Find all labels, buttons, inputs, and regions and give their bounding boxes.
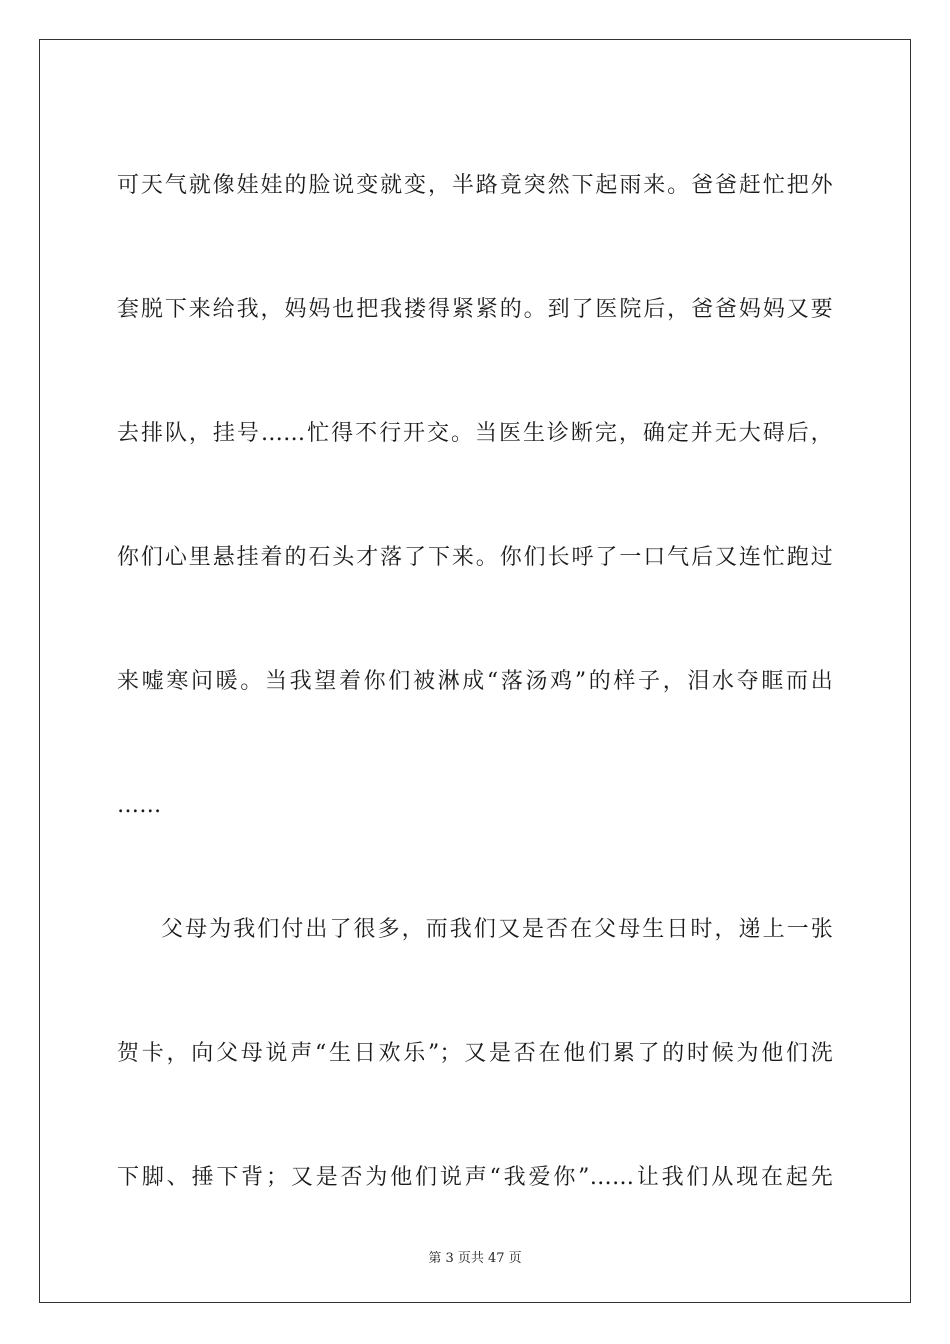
text-line: 去排队，挂号……忙得不行开交。当医生诊断完，确定并无大碍后， [117,421,833,446]
text-line: 可天气就像娃娃的脸说变就变，半路竟突然下起雨来。爸爸赶忙把外 [117,173,833,198]
text-line: 套脱下来给我，妈妈也把我搂得紧紧的。到了医院后，爸爸妈妈又要 [117,297,833,322]
text-line: 你们心里悬挂着的石头才落了下来。你们长呼了一口气后又连忙跑过 [117,545,833,570]
page-number: 第 3 页 [428,1251,471,1266]
total-pages: 共 47 页 [470,1251,522,1266]
text-line: 下脚、捶下背；又是否为他们说声“我爱你”……让我们从现在起先 [117,1165,833,1190]
text-line: …… [117,793,162,818]
paragraph-first-line: 父母为我们付出了很多，而我们又是否在父母生日时，递上一张 [161,917,833,942]
page-footer [0,1247,950,1266]
text-line: 来嘘寒问暖。当我望着你们被淋成“落汤鸡”的样子，泪水夺眶而出 [117,669,833,694]
document-body [117,124,833,1240]
text-line: 贺卡，向父母说声“生日欢乐”；又是否在他们累了的时候为他们洗 [117,1041,833,1066]
